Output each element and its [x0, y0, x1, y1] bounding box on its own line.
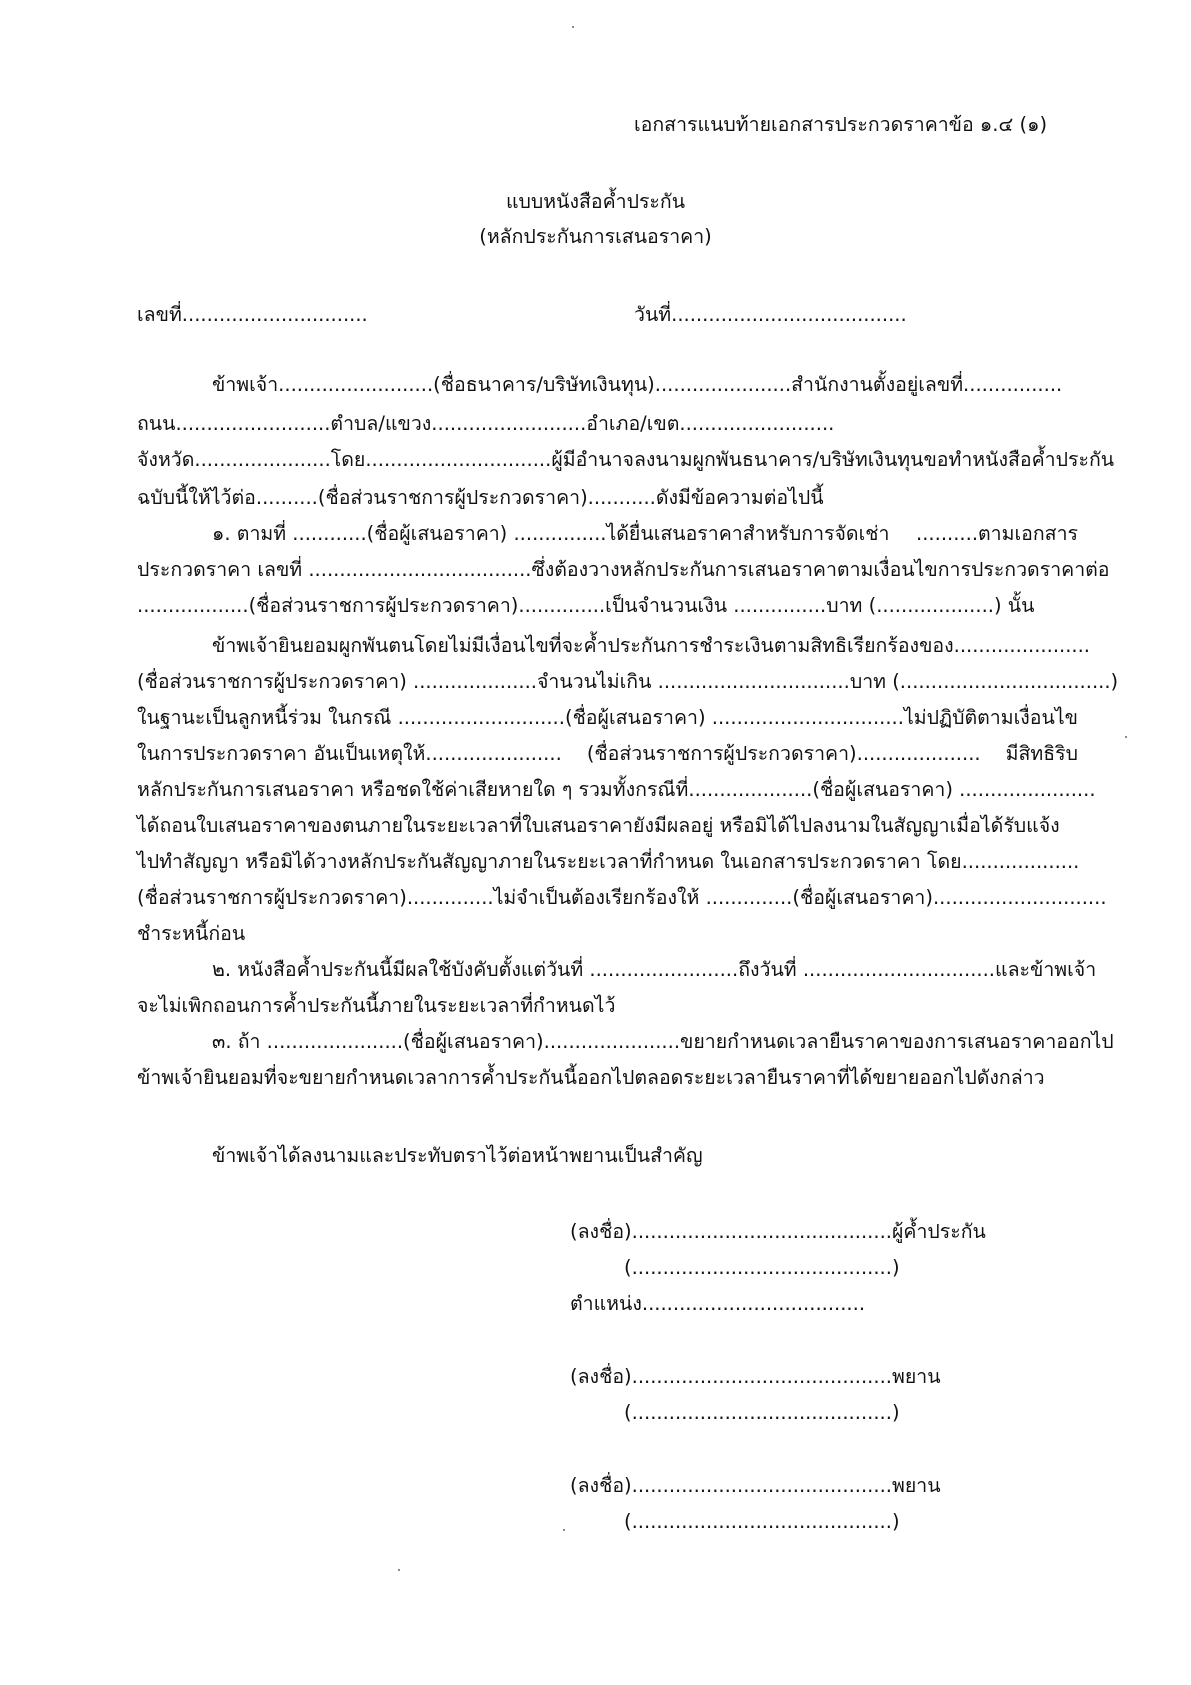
guarantee-part: ในฐานะเป็นลูกหนี้ร่วม ในกรณี ...........................	[137, 706, 565, 729]
guarantee-part: จำนวนไม่เกิน ...............................	[537, 670, 850, 693]
guarantee-part: ไม่จำเป็นต้องเรียกร้องให้ ..............	[493, 886, 793, 909]
witness-1-name: (..........................................)	[624, 1401, 900, 1424]
guarantor-name: (..........................................)	[624, 1256, 900, 1279]
form-title: แบบหนังสือค้ำประกัน	[505, 190, 686, 213]
document-number: เลขที่..............................	[137, 303, 368, 326]
intro-line-1: ข้าพเจ้า.........................(ชื่อธนาคาร/บริษัทเงินทุน)......................สำนักงานตั้งอยู่เลขที่................	[212, 373, 1063, 396]
clause-2-part: ถึงวันที่ ...............................	[738, 958, 996, 981]
clause-1-line-1	[212, 522, 1078, 546]
scan-speck	[563, 1529, 565, 1531]
intro-line-3	[137, 448, 1115, 472]
guarantee-line-3	[137, 706, 1078, 730]
guarantee-line-5	[137, 778, 1096, 802]
scan-speck	[398, 1569, 400, 1571]
clause-2-line-1	[212, 958, 1097, 982]
guarantor-signature: (ลงชื่อ)..........................................ผู้ค้ำประกัน	[570, 1220, 986, 1243]
guarantee-part: ไม่ปฏิบัติตามเงื่อนไข	[903, 706, 1078, 729]
guarantee-part: ไปทำสัญญา หรือมิได้วางหลักประกันสัญญาภายในระยะเวลาที่กำหนด ในเอกสารประกวดราคา โดย	[137, 850, 962, 873]
guarantee-part: (ชื่อส่วนราชการผู้ประกวดราคา) ....................	[137, 670, 537, 693]
guarantee-line-1	[212, 634, 1091, 658]
clause-2-part: ๒. หนังสือค้ำประกันนี้มีผลใช้บังคับตั้งแต่วันที่ ........................	[212, 958, 739, 981]
guarantee-part: บาท (..................................)	[849, 670, 1119, 693]
clause-1-line-3: ..................(ชื่อส่วนราชการผู้ประกวดราคา)..............เป็นจำนวนเงิน ...............บาท (...................) นั้น	[137, 594, 1035, 617]
scan-speck	[572, 26, 574, 28]
closing-statement: ข้าพเจ้าได้ลงนามและประทับตราไว้ต่อหน้าพยานเป็นสำคัญ	[212, 1144, 703, 1167]
scan-speck	[1125, 736, 1127, 738]
clause-3-part: ๓. ถ้า ......................(ชื่อผู้เสนอราคา)......................	[212, 1030, 681, 1053]
clause-2-part: และข้าพเจ้า	[995, 958, 1097, 981]
guarantor-position: ตำแหน่ง....................................	[570, 1292, 866, 1315]
guarantee-line-7	[137, 850, 1078, 874]
witness-2-signature: (ลงชื่อ)..........................................พยาน	[570, 1474, 941, 1497]
guarantee-part: (ชื่อส่วนราชการผู้ประกวดราคา)....................	[586, 742, 981, 765]
attachment-reference: เอกสารแนบท้ายเอกสารประกวดราคาข้อ ๑.๔ (๑)	[634, 113, 1048, 136]
guarantee-part: (ชื่อส่วนราชการผู้ประกวดราคา)..............	[137, 886, 494, 909]
witness-1-signature: (ลงชื่อ)..........................................พยาน	[570, 1365, 941, 1388]
intro-line-4: ฉบับนี้ให้ไว้ต่อ..........(ชื่อส่วนราชการผู้ประกวดราคา)...........ดังมีข้อความต่อไปนี้	[137, 486, 824, 509]
clause-3-line-1	[212, 1030, 1114, 1054]
guarantee-part: ในการประกวดราคา อันเป็นเหตุให้......................	[137, 742, 562, 765]
intro-line-2: ถนน.........................ตำบล/แขวง.........................อำเภอ/เขต.........................	[137, 412, 835, 435]
guarantee-part: (ชื่อผู้เสนอราคา) ...............................	[564, 706, 904, 729]
guarantee-part: ข้าพเจ้ายินยอมผูกพันตนโดยไม่มีเงื่อนไขที่จะค้ำประกันการชำระเงินตามสิทธิเรียกร้องของ	[212, 634, 954, 657]
guarantee-part: มีสิทธิริบ	[1005, 742, 1078, 765]
clause-3-part: ขยายกำหนดเวลายืนราคาของการเสนอราคาออกไป	[680, 1030, 1114, 1053]
guarantee-line-9: ชำระหนี้ก่อน	[137, 922, 246, 945]
guarantee-part: (ชื่อผู้เสนอราคา)............................	[792, 886, 1107, 909]
guarantee-part: ...................	[961, 850, 1080, 873]
form-subtitle: (หลักประกันการเสนอราคา)	[479, 225, 712, 248]
clause-2-line-2: จะไม่เพิกถอนการค้ำประกันนี้ภายในระยะเวลาที่กำหนดไว้	[137, 994, 616, 1017]
guarantee-part: หลักประกันการเสนอราคา หรือชดใช้ค่าเสียหายใด ๆ รวมทั้งกรณีที่....................	[137, 778, 813, 801]
clause-1-part: ..........ตามเอกสาร	[916, 522, 1078, 545]
intro-line-3-part: จังหวัด......................	[137, 448, 331, 471]
clause-1-part: ๑. ตามที่ ............(ชื่อผู้เสนอราคา) ...............ได้ยื่นเสนอราคาสำหรับการจัดเช่า	[212, 522, 890, 545]
clause-1-line-2	[137, 558, 1110, 582]
guarantee-line-8	[137, 886, 1107, 910]
guarantee-line-4	[137, 742, 1078, 766]
witness-2-name: (..........................................)	[624, 1510, 900, 1533]
intro-line-3-part: ผู้มีอำนาจลงนามผูกพันธนาคาร/บริษัทเงินทุนขอทำหนังสือค้ำประกัน	[551, 448, 1115, 471]
clause-3-line-2: ข้าพเจ้ายินยอมที่จะขยายกำหนดเวลาการค้ำประกันนี้ออกไปตลอดระยะเวลายืนราคาที่ได้ขยายออกไปดังกล่าว	[137, 1066, 1045, 1089]
clause-1-part: ซึ่งต้องวางหลักประกันการเสนอราคาตามเงื่อนไขการประกวดราคาต่อ	[531, 558, 1110, 581]
guarantee-part: (ชื่อผู้เสนอราคา) ......................	[812, 778, 1096, 801]
guarantee-line-6: ได้ถอนใบเสนอราคาของตนภายในระยะเวลาที่ใบเสนอราคายังมีผลอยู่ หรือมิได้ไปลงนามในสัญญาเมื่อได้รับแจ้ง	[137, 814, 1060, 837]
intro-line-3-part: โดย..............................	[330, 448, 552, 471]
guarantee-line-2	[137, 670, 1119, 694]
clause-1-part: ประกวดราคา เลขที่ ....................................	[137, 558, 532, 581]
guarantee-part: ......................	[953, 634, 1091, 657]
document-date: วันที่......................................	[634, 303, 907, 326]
